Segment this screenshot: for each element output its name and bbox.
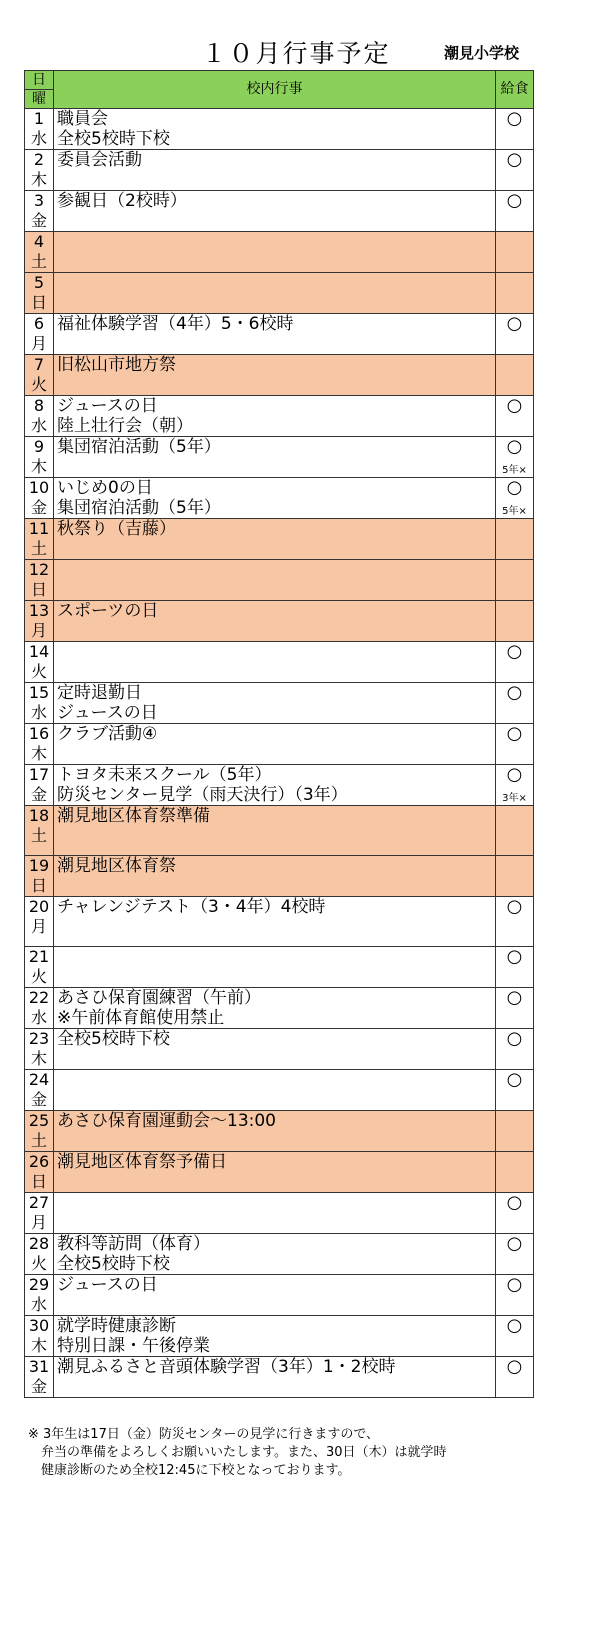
table-row [25, 1357, 534, 1398]
day-cell [25, 1357, 54, 1398]
weekday-label: 木 [30, 1336, 47, 1355]
table-row [25, 560, 534, 601]
day-number: 31 [28, 1357, 50, 1376]
school-name: 潮見小学校 [444, 44, 520, 62]
events-cell [54, 314, 496, 355]
meal-cell [496, 1029, 534, 1070]
weekday-label: 日 [30, 580, 47, 599]
weekday-label: 木 [30, 1049, 47, 1068]
table-row [25, 1070, 534, 1111]
weekday-label: 火 [30, 967, 47, 986]
table-row [25, 1193, 534, 1234]
meal-cell [496, 683, 534, 724]
weekday-label: 土 [30, 1131, 47, 1150]
day-number: 24 [28, 1070, 50, 1089]
table-row [25, 683, 534, 724]
events-cell [54, 947, 496, 988]
events-cell [54, 150, 496, 191]
event-text: スポーツの日 [57, 601, 159, 621]
events-cell [54, 1193, 496, 1234]
meal-cell [496, 806, 534, 856]
meal-cell [496, 1111, 534, 1152]
meal-mark: ○ [506, 1233, 523, 1254]
weekday-label: 金 [30, 498, 47, 517]
day-cell [25, 273, 54, 314]
weekday-label: 火 [30, 1254, 47, 1273]
day-number: 3 [33, 191, 45, 210]
table-row [25, 191, 534, 232]
day-cell [25, 601, 54, 642]
weekday-label: 金 [30, 1377, 47, 1396]
day-number: 18 [28, 806, 50, 825]
weekday-label: 金 [30, 785, 47, 804]
day-cell [25, 947, 54, 988]
day-number: 5 [33, 273, 45, 292]
meal-cell [496, 947, 534, 988]
events-cell [54, 1111, 496, 1152]
events-cell [54, 437, 496, 478]
day-number: 22 [28, 988, 50, 1007]
meal-cell [496, 1357, 534, 1398]
event-text: 旧松山市地方祭 [57, 355, 176, 375]
day-number: 30 [28, 1316, 50, 1335]
day-number: 12 [28, 560, 50, 579]
events-cell [54, 1316, 496, 1357]
meal-mark: ○ [506, 149, 523, 170]
meal-cell [496, 1234, 534, 1275]
weekday-label: 木 [30, 744, 47, 763]
day-number: 26 [28, 1152, 50, 1171]
event-text: 潮見地区体育祭予備日 [57, 1152, 227, 1172]
event-text: 福祉体験学習（4年）5・6校時 [57, 314, 294, 334]
events-cell [54, 519, 496, 560]
table-row [25, 1234, 534, 1275]
table-row [25, 355, 534, 396]
events-header: 校内行事 [54, 71, 496, 109]
weekday-label: 火 [30, 375, 47, 394]
weekday-label: 土 [30, 252, 47, 271]
day-number: 19 [28, 856, 50, 875]
day-cell [25, 191, 54, 232]
events-cell [54, 1029, 496, 1070]
table-row [25, 314, 534, 355]
meal-cell [496, 765, 534, 806]
meal-cell [496, 1275, 534, 1316]
events-cell [54, 856, 496, 897]
events-cell [54, 1152, 496, 1193]
day-cell [25, 560, 54, 601]
weekday-label: 土 [30, 826, 47, 845]
day-number: 7 [33, 355, 45, 374]
event-text: 教科等訪問（体育） [57, 1234, 210, 1254]
events-cell [54, 1234, 496, 1275]
day-number: 16 [28, 724, 50, 743]
day-cell [25, 856, 54, 897]
event-text: いじめ0の日 [57, 478, 153, 498]
day-cell [25, 1152, 54, 1193]
events-cell [54, 232, 496, 273]
meal-cell [496, 355, 534, 396]
weekday-label: 火 [30, 662, 47, 681]
meal-mark: ○ [506, 641, 523, 662]
meal-mark: ○ [506, 1315, 523, 1336]
weekday-label: 月 [30, 621, 47, 640]
event-text: 全校5校時下校 [57, 129, 170, 149]
meal-cell [496, 396, 534, 437]
day-cell [25, 806, 54, 856]
event-text: ジュースの日 [57, 396, 158, 416]
meal-mark: ○ [506, 987, 523, 1008]
day-cell [25, 1111, 54, 1152]
day-cell [25, 1275, 54, 1316]
event-text: 潮見地区体育祭準備 [57, 806, 210, 826]
meal-mark: ○ [506, 190, 523, 211]
meal-cell [496, 560, 534, 601]
day-number: 21 [28, 947, 50, 966]
event-text: 集団宿泊活動（5年） [57, 437, 221, 457]
table-row [25, 519, 534, 560]
event-text: あさひ保育園練習（午前） [57, 988, 261, 1008]
table-row [25, 478, 534, 519]
day-cell [25, 724, 54, 765]
table-row [25, 724, 534, 765]
event-text: 潮見ふるさと音頭体験学習（3年）1・2校時 [57, 1357, 396, 1377]
meal-mark: ○ [506, 477, 523, 498]
events-cell [54, 109, 496, 150]
table-row [25, 897, 534, 947]
event-text: 就学時健康診断 [57, 1316, 176, 1336]
events-cell [54, 642, 496, 683]
meal-mark: ○ [506, 1069, 523, 1090]
weekday-label: 木 [30, 457, 47, 476]
event-text: 特別日課・午後停業 [57, 1336, 210, 1356]
weekday-label: 水 [30, 416, 47, 435]
meal-mark: ○ [506, 723, 523, 744]
footnote: ※ 3年生は17日（金）防災センターの見学に行きますので、 弁当の準備をよろしくお願いいたします。また、30日（木）は就学時 健康診断のため全校12:45に下校となっております。 [28, 1427, 447, 1478]
event-text: 定時退勤日 [57, 683, 142, 703]
day-cell [25, 109, 54, 150]
schedule-table [24, 70, 534, 1398]
day-number: 29 [28, 1275, 50, 1294]
meal-cell [496, 519, 534, 560]
day-number: 2 [33, 150, 45, 169]
meal-cell [496, 1152, 534, 1193]
event-text: 全校5校時下校 [57, 1254, 170, 1274]
meal-cell [496, 988, 534, 1029]
events-cell [54, 396, 496, 437]
event-text: 全校5校時下校 [57, 1029, 170, 1049]
meal-cell [496, 897, 534, 947]
table-row [25, 1029, 534, 1070]
meal-cell [496, 232, 534, 273]
table-row [25, 947, 534, 988]
meal-cell [496, 191, 534, 232]
event-text: あさひ保育園運動会～13:00 [57, 1111, 276, 1131]
day-number: 25 [28, 1111, 50, 1130]
weekday-label: 土 [30, 539, 47, 558]
day-number: 20 [28, 897, 50, 916]
events-cell [54, 601, 496, 642]
table-row [25, 806, 534, 856]
events-cell [54, 1275, 496, 1316]
events-cell [54, 1070, 496, 1111]
table-row [25, 1275, 534, 1316]
event-text: 職員会 [57, 109, 108, 129]
day-cell [25, 519, 54, 560]
meal-mark: ○ [506, 436, 523, 457]
meal-cell [496, 150, 534, 191]
day-cell [25, 314, 54, 355]
meal-mark: ○ [506, 313, 523, 334]
meal-mark: ○ [506, 1192, 523, 1213]
table-row [25, 856, 534, 897]
meal-mark: ○ [506, 764, 523, 785]
meal-mark: ○ [506, 1274, 523, 1295]
events-cell [54, 191, 496, 232]
event-text: ジュースの日 [57, 1275, 158, 1295]
table-row [25, 232, 534, 273]
weekday-label: 金 [30, 211, 47, 230]
day-weekday-header [25, 71, 54, 109]
day-number: 28 [28, 1234, 50, 1253]
meal-mark: ○ [506, 1356, 523, 1377]
day-number: 23 [28, 1029, 50, 1048]
meal-cell [496, 601, 534, 642]
event-text: ※午前体育館使用禁止 [57, 1008, 225, 1028]
event-text: トヨタ未来スクール（5年） [57, 765, 272, 785]
table-row [25, 1111, 534, 1152]
event-text: 参観日（2校時） [57, 191, 187, 211]
table-row [25, 1316, 534, 1357]
day-cell [25, 232, 54, 273]
table-row [25, 1152, 534, 1193]
meal-mark: ○ [506, 108, 523, 129]
table-row [25, 601, 534, 642]
weekday-label: 木 [30, 170, 47, 189]
day-cell [25, 765, 54, 806]
day-cell [25, 396, 54, 437]
meal-note: 3年× [502, 793, 527, 804]
events-cell [54, 273, 496, 314]
day-cell [25, 437, 54, 478]
meal-cell [496, 478, 534, 519]
events-cell [54, 560, 496, 601]
table-row [25, 765, 534, 806]
event-text: 防災センター見学（雨天決行）（3年） [57, 785, 348, 805]
day-number: 4 [33, 232, 45, 251]
events-cell [54, 988, 496, 1029]
meal-header: 給食 [496, 71, 534, 109]
events-cell [54, 765, 496, 806]
meal-cell [496, 1193, 534, 1234]
event-text: 集団宿泊活動（5年） [57, 498, 221, 518]
event-text: 陸上壮行会（朝） [57, 416, 193, 436]
weekday-label: 水 [30, 1008, 47, 1027]
day-number: 14 [28, 642, 50, 661]
weekday-label: 月 [30, 334, 47, 353]
meal-mark: ○ [506, 896, 523, 917]
meal-mark: ○ [506, 682, 523, 703]
table-row [25, 273, 534, 314]
meal-note: 5年× [502, 506, 527, 517]
events-cell [54, 897, 496, 947]
events-cell [54, 806, 496, 856]
meal-cell [496, 724, 534, 765]
day-cell [25, 1070, 54, 1111]
table-row [25, 396, 534, 437]
weekday-label: 金 [30, 1090, 47, 1109]
meal-cell [496, 314, 534, 355]
meal-cell [496, 273, 534, 314]
day-cell [25, 897, 54, 947]
event-text: 秋祭り（吉藤） [57, 519, 176, 539]
day-number: 27 [28, 1193, 50, 1212]
meal-mark: ○ [506, 1028, 523, 1049]
day-number: 6 [33, 314, 45, 333]
table-row [25, 437, 534, 478]
day-cell [25, 988, 54, 1029]
event-text: チャレンジテスト（3・4年）4校時 [57, 897, 326, 917]
weekday-label: 日 [30, 876, 47, 895]
events-cell [54, 724, 496, 765]
event-text: ジュースの日 [57, 703, 158, 723]
meal-note: 5年× [502, 465, 527, 476]
meal-cell [496, 1316, 534, 1357]
weekday-label: 月 [30, 917, 47, 936]
weekday-label: 水 [30, 703, 47, 722]
meal-cell [496, 437, 534, 478]
events-cell [54, 683, 496, 724]
day-header: 日 [25, 71, 53, 90]
events-cell [54, 355, 496, 396]
event-text: 委員会活動 [57, 150, 142, 170]
events-cell [54, 1357, 496, 1398]
weekday-label: 月 [30, 1213, 47, 1232]
meal-mark: ○ [506, 395, 523, 416]
meal-cell [496, 1070, 534, 1111]
meal-cell [496, 642, 534, 683]
day-number: 1 [33, 109, 45, 128]
day-cell [25, 150, 54, 191]
table-row [25, 642, 534, 683]
day-cell [25, 355, 54, 396]
event-text: クラブ活動④ [57, 724, 158, 744]
events-cell [54, 478, 496, 519]
table-row [25, 150, 534, 191]
day-number: 17 [28, 765, 50, 784]
day-number: 13 [28, 601, 50, 620]
day-cell [25, 478, 54, 519]
meal-cell [496, 109, 534, 150]
meal-mark: ○ [506, 946, 523, 967]
day-cell [25, 683, 54, 724]
meal-cell [496, 856, 534, 897]
event-text: 潮見地区体育祭 [57, 856, 176, 876]
weekday-label: 日 [30, 1172, 47, 1191]
weekday-label: 日 [30, 293, 47, 312]
day-cell [25, 1029, 54, 1070]
day-cell [25, 1316, 54, 1357]
day-number: 9 [33, 437, 45, 456]
weekday-label: 水 [30, 129, 47, 148]
table-row [25, 988, 534, 1029]
day-number: 15 [28, 683, 50, 702]
day-cell [25, 1193, 54, 1234]
day-number: 10 [28, 478, 50, 497]
day-number: 8 [33, 396, 45, 415]
weekday-label: 水 [30, 1295, 47, 1314]
day-cell [25, 642, 54, 683]
table-row [25, 109, 534, 150]
weekday-header: 曜 [32, 91, 46, 107]
day-number: 11 [28, 519, 50, 538]
page-title: １０月行事予定 [201, 39, 391, 68]
day-cell [25, 1234, 54, 1275]
